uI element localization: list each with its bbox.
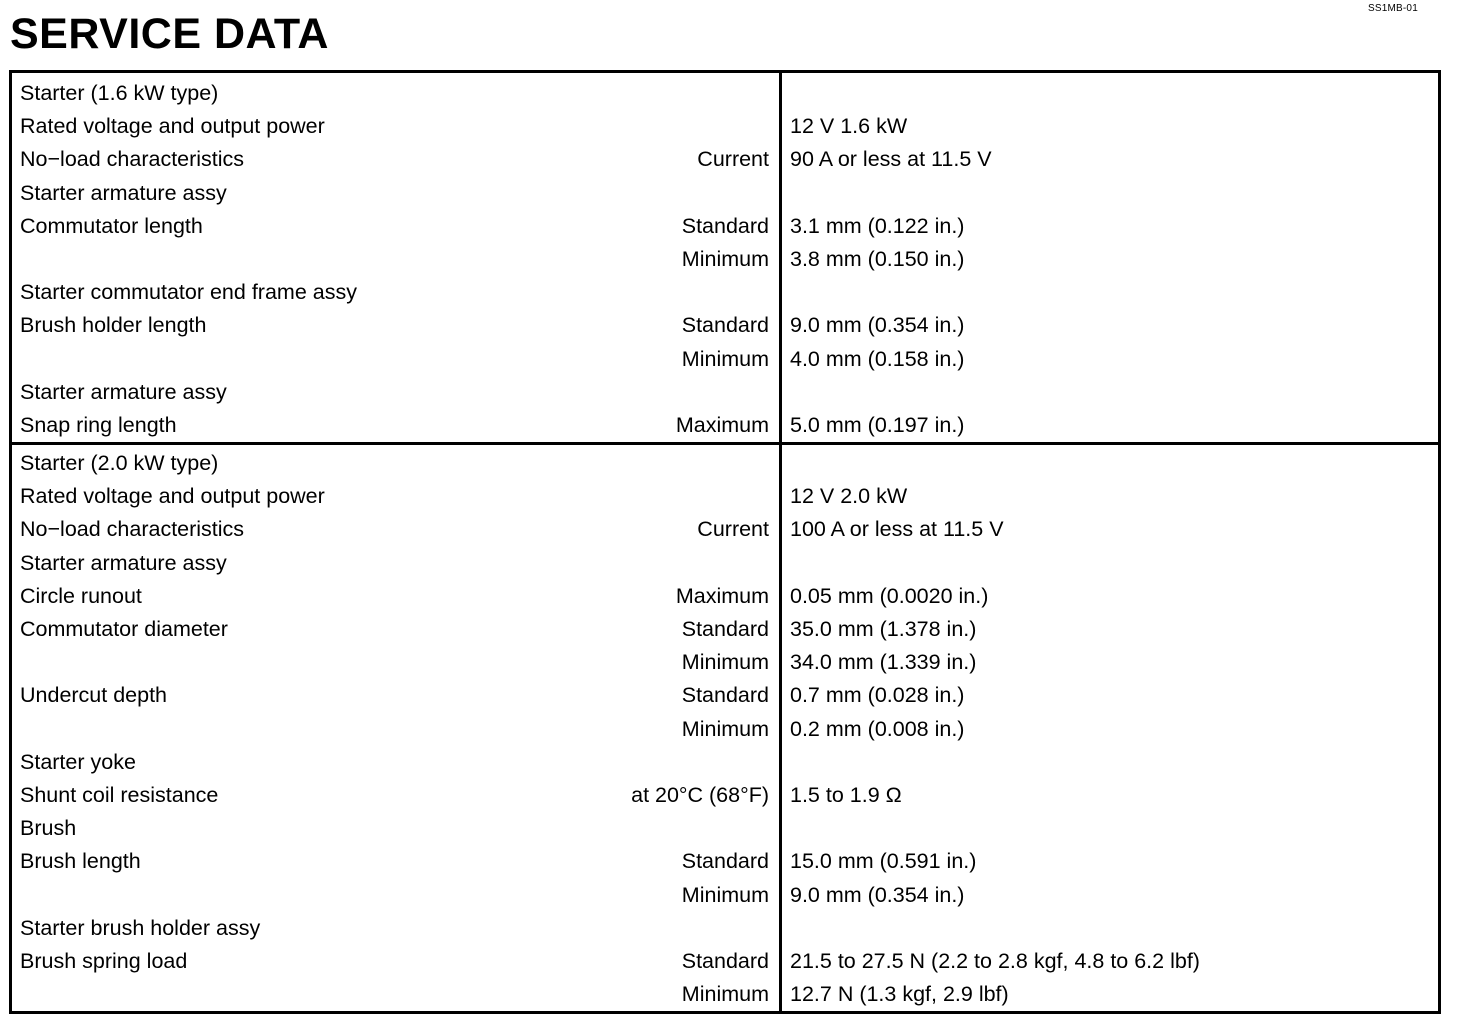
row-label: Snap ring length — [20, 413, 177, 437]
row-value: 9.0 mm (0.354 in.) — [790, 313, 965, 338]
table-row — [12, 945, 1438, 978]
page-title: SERVICE DATA — [10, 10, 329, 58]
row-value: 0.2 mm (0.008 in.) — [790, 716, 965, 741]
row-qualifier: Standard — [681, 617, 769, 641]
table-row — [12, 879, 1438, 912]
row-value: 4.0 mm (0.158 in.) — [790, 346, 965, 371]
row-label: Undercut depth — [20, 683, 168, 708]
row-label: Starter commutator end frame assy — [20, 280, 357, 305]
row-value: 35.0 mm (1.378 in.) — [790, 617, 977, 641]
table-row — [12, 447, 1438, 480]
row-value: 15.0 mm (0.591 in.) — [790, 849, 977, 874]
section-divider — [12, 442, 1438, 445]
row-qualifier: Standard — [681, 949, 769, 973]
table-row — [12, 646, 1438, 679]
row-value: 0.05 mm (0.0020 in.) — [790, 583, 989, 608]
row-value: 3.1 mm (0.122 in.) — [790, 213, 965, 238]
row-qualifier: Standard — [681, 313, 769, 338]
row-label: Shunt coil resistance — [20, 783, 219, 807]
table-row — [12, 580, 1438, 613]
row-qualifier: Maximum — [675, 583, 769, 608]
table-row — [12, 409, 1438, 442]
row-value: 34.0 mm (1.339 in.) — [790, 650, 977, 675]
row-value: 12 V 2.0 kW — [790, 484, 908, 509]
row-value: 0.7 mm (0.028 in.) — [790, 683, 965, 708]
row-label: No−load characteristics — [20, 147, 245, 172]
row-value: 21.5 to 27.5 N (2.2 to 2.8 kgf, 4.8 to 6.2 lbf) — [790, 949, 1200, 973]
row-label: Brush — [20, 816, 77, 841]
row-label: Rated voltage and output power — [20, 484, 325, 509]
row-label: Starter armature assy — [20, 180, 227, 205]
row-qualifier: Minimum — [681, 882, 769, 907]
row-value: 100 A or less at 11.5 V — [790, 517, 1004, 542]
table-row — [12, 177, 1438, 210]
row-qualifier: at 20°C (68°F) — [631, 783, 769, 807]
row-qualifier: Minimum — [681, 650, 769, 675]
table-row — [12, 679, 1438, 712]
table-row — [12, 480, 1438, 513]
row-label: Rated voltage and output power — [20, 114, 325, 139]
row-qualifier: Minimum — [681, 247, 769, 271]
table-row — [12, 276, 1438, 309]
row-qualifier: Minimum — [681, 346, 769, 371]
table-row — [12, 912, 1438, 945]
service-data-table — [9, 70, 1441, 1014]
row-value: 9.0 mm (0.354 in.) — [790, 882, 965, 907]
row-label: Starter armature assy — [20, 550, 227, 575]
table-row — [12, 110, 1438, 143]
row-value: 5.0 mm (0.197 in.) — [790, 413, 965, 437]
table-row — [12, 845, 1438, 878]
row-qualifier: Minimum — [681, 982, 769, 1007]
table-row — [12, 376, 1438, 409]
table-row — [12, 547, 1438, 580]
row-value: 1.5 to 1.9 Ω — [790, 783, 902, 807]
row-label: Starter (1.6 kW type) — [20, 81, 219, 105]
row-label: Starter brush holder assy — [20, 915, 261, 940]
table-row — [12, 210, 1438, 243]
table-row — [12, 243, 1438, 276]
table-row — [12, 613, 1438, 646]
table-row — [12, 309, 1438, 342]
row-qualifier: Current — [697, 147, 769, 172]
document-code: SS1MB-01 — [1368, 3, 1418, 14]
table-row — [12, 77, 1438, 110]
row-label: Brush length — [20, 849, 141, 874]
row-label: Circle runout — [20, 583, 142, 608]
row-value: 12.7 N (1.3 kgf, 2.9 lbf) — [790, 982, 1009, 1007]
row-qualifier: Maximum — [675, 413, 769, 437]
row-label: Brush holder length — [20, 313, 207, 338]
row-qualifier: Minimum — [681, 716, 769, 741]
row-value: 12 V 1.6 kW — [790, 114, 908, 139]
row-label: Starter armature assy — [20, 379, 227, 404]
table-row — [12, 978, 1438, 1011]
row-qualifier: Standard — [681, 213, 769, 238]
row-label: Starter (2.0 kW type) — [20, 451, 219, 475]
row-label: Starter yoke — [20, 749, 136, 774]
row-label: No−load characteristics — [20, 517, 245, 542]
table-row — [12, 779, 1438, 812]
row-label: Commutator diameter — [20, 617, 228, 641]
table-row — [12, 746, 1438, 779]
table-row — [12, 812, 1438, 845]
table-row — [12, 713, 1438, 746]
row-qualifier: Current — [697, 517, 769, 542]
table-row — [12, 143, 1438, 176]
table-row — [12, 513, 1438, 546]
row-qualifier: Standard — [681, 683, 769, 708]
row-qualifier: Standard — [681, 849, 769, 874]
row-value: 3.8 mm (0.150 in.) — [790, 247, 965, 271]
row-label: Commutator length — [20, 213, 203, 238]
row-value: 90 A or less at 11.5 V — [790, 147, 992, 172]
row-label: Brush spring load — [20, 949, 188, 973]
table-row — [12, 343, 1438, 376]
